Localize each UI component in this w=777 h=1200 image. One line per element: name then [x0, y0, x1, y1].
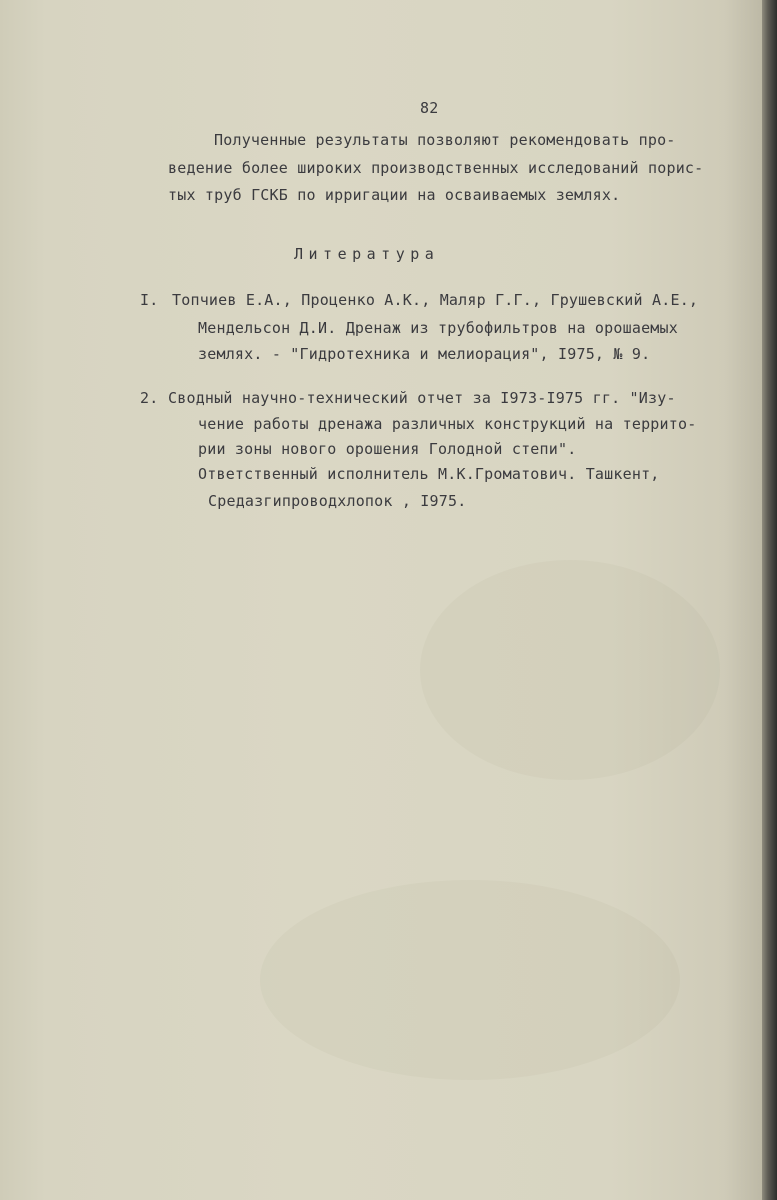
reference-line: Средазгипроводхлопок , I975.: [208, 492, 467, 510]
paragraph-line: тых труб ГСКБ по ирригации на осваиваемых землях.: [168, 186, 621, 204]
reference-line: рии зоны нового орошения Голодной степи".: [198, 440, 577, 458]
paper-stain: [260, 880, 680, 1080]
reference-line: землях. - "Гидротехника и мелиорация", I975, № 9.: [198, 345, 651, 363]
reference-number: 2.: [140, 389, 159, 407]
paper-stain: [420, 560, 720, 780]
reference-number: I.: [140, 291, 159, 309]
paragraph-line: ведение более широких производственных исследований порис-: [168, 159, 704, 177]
page-number: 82: [420, 99, 439, 117]
paragraph-line: Полученные результаты позволяют рекомендовать про-: [214, 131, 676, 149]
reference-line: Ответственный исполнитель М.К.Громатович. Ташкент,: [198, 465, 660, 483]
reference-line: чение работы дренажа различных конструкций на террито-: [198, 415, 697, 433]
reference-line: Топчиев Е.А., Проценко А.К., Маляр Г.Г., Грушевский А.Е.,: [172, 291, 699, 309]
reference-line: Сводный научно-технический отчет за I973-I975 гг. "Изу-: [168, 389, 676, 407]
reference-line: Мендельсон Д.И. Дренаж из трубофильтров на орошаемых: [198, 319, 678, 337]
literature-heading: Литература: [294, 245, 440, 263]
page-edge-shadow: [762, 0, 777, 1200]
